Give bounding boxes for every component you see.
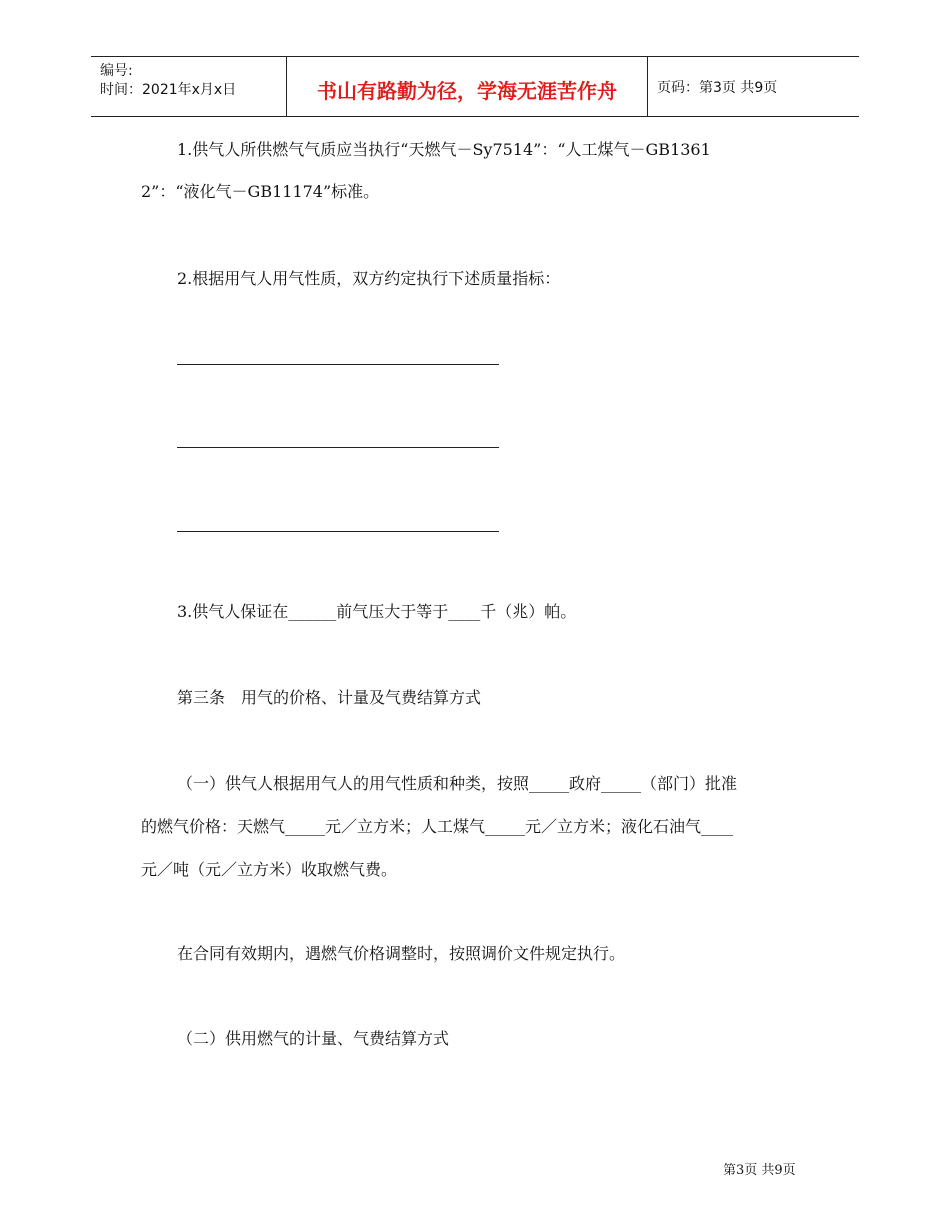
- clause-1-line-2: 2”：“液化气－GB11174”标准。: [141, 182, 380, 201]
- page-header: [91, 56, 859, 117]
- page-footer: 第3页 共9页: [723, 1163, 796, 1178]
- price-paragraph-line-2: 的燃气价格：天燃气_____元／立方米；人工煤气_____元／立方米；液化石油气____: [141, 817, 734, 836]
- header-page-cell: [647, 57, 859, 116]
- code-label: 编号:: [100, 63, 133, 79]
- header-info-cell: [91, 57, 286, 116]
- header-motto-cell: [286, 57, 648, 116]
- header-page-label: 页码：第3页 共9页: [657, 80, 778, 96]
- price-paragraph-line-1: （一）供气人根据用气人的用气性质和种类，按照_____政府_____（部门）批准: [177, 774, 738, 793]
- blank-line-2: [177, 447, 499, 448]
- metering-section-title: （二）供用燃气的计量、气费结算方式: [177, 1029, 450, 1048]
- blank-line-3: [177, 531, 499, 532]
- motto: 书山有路勤为径，学海无涯苦作舟: [317, 79, 617, 103]
- clause-2: 2.根据用气人用气性质，双方约定执行下述质量指标：: [177, 269, 561, 288]
- time-label: 时间：2021年x月x日: [100, 82, 237, 98]
- article-3-title: 第三条 用气的价格、计量及气费结算方式: [177, 688, 482, 707]
- clause-3: 3.供气人保证在______前气压大于等于____千（兆）帕。: [177, 602, 577, 621]
- clause-1-line-1: 1.供气人所供燃气气质应当执行“天燃气－Sy7514”：“人工煤气－GB1361: [177, 140, 711, 159]
- price-paragraph-line-3: 元／吨（元／立方米）收取燃气费。: [141, 860, 398, 879]
- blank-line-1: [177, 364, 499, 365]
- price-adjustment-paragraph: 在合同有效期内，遇燃气价格调整时，按照调价文件规定执行。: [177, 944, 626, 963]
